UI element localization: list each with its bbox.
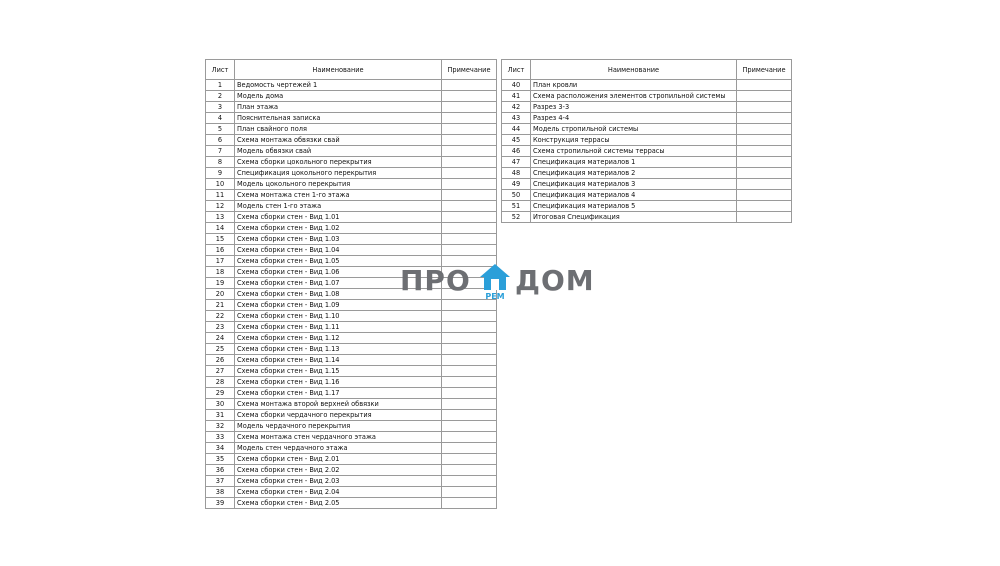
drawing-name-cell: Схема монтажа второй верхней обвязки	[235, 399, 442, 410]
drawing-name-cell: Схема сборки стен - Вид 1.08	[235, 289, 442, 300]
note-cell	[442, 80, 497, 91]
table-row	[206, 179, 497, 190]
sheet-number-cell: 13	[206, 212, 235, 223]
drawing-name-cell: Схема сборки стен - Вид 1.17	[235, 388, 442, 399]
note-cell	[442, 421, 497, 432]
note-cell	[442, 410, 497, 421]
table-row	[206, 135, 497, 146]
sheet-number-cell: 41	[502, 91, 531, 102]
table-row	[206, 355, 497, 366]
drawing-name-cell: Модель обвязки свай	[235, 146, 442, 157]
note-cell	[442, 487, 497, 498]
sheet-number-cell: 4	[206, 113, 235, 124]
drawing-name-cell: Разрез 3-3	[531, 102, 737, 113]
note-cell	[737, 157, 792, 168]
sheet-number-cell: 38	[206, 487, 235, 498]
sheet-number-cell: 19	[206, 278, 235, 289]
sheet-number-cell: 16	[206, 245, 235, 256]
sheet-number-cell: 15	[206, 234, 235, 245]
sheet-number-cell: 6	[206, 135, 235, 146]
note-cell	[442, 344, 497, 355]
note-cell	[442, 443, 497, 454]
sheet-number-cell: 42	[502, 102, 531, 113]
table-row	[502, 168, 792, 179]
table-row	[502, 102, 792, 113]
drawing-name-cell: Схема сборки стен - Вид 2.04	[235, 487, 442, 498]
sheet-number-cell: 30	[206, 399, 235, 410]
drawing-name-cell: Модель дома	[235, 91, 442, 102]
table-row	[502, 91, 792, 102]
drawing-name-cell: Спецификация материалов 1	[531, 157, 737, 168]
drawing-name-cell: Схема сборки стен - Вид 2.01	[235, 454, 442, 465]
drawing-name-cell: Схема сборки стен - Вид 1.16	[235, 377, 442, 388]
drawing-name-cell: Схема сборки стен - Вид 1.04	[235, 245, 442, 256]
table-row	[206, 113, 497, 124]
table-row	[206, 399, 497, 410]
table-row	[206, 421, 497, 432]
drawing-name-cell: Спецификация цокольного перекрытия	[235, 168, 442, 179]
sheet-number-cell: 7	[206, 146, 235, 157]
table-row	[206, 102, 497, 113]
note-cell	[442, 322, 497, 333]
note-cell	[442, 91, 497, 102]
table-row	[206, 124, 497, 135]
table-row	[206, 454, 497, 465]
drawing-name-cell: Схема сборки стен - Вид 1.05	[235, 256, 442, 267]
drawing-name-cell: Схема сборки стен - Вид 1.15	[235, 366, 442, 377]
table-row	[206, 201, 497, 212]
table-row	[206, 91, 497, 102]
table-row	[206, 487, 497, 498]
drawing-name-cell: Схема сборки стен - Вид 1.10	[235, 311, 442, 322]
sheet-number-cell: 37	[206, 476, 235, 487]
sheet-number-cell: 40	[502, 80, 531, 91]
drawing-name-cell: Схема сборки стен - Вид 1.12	[235, 333, 442, 344]
note-cell	[442, 399, 497, 410]
sheet-number-cell: 24	[206, 333, 235, 344]
table-row	[206, 366, 497, 377]
drawing-name-cell: Пояснительная записка	[235, 113, 442, 124]
sheet-number-cell: 46	[502, 146, 531, 157]
note-cell	[442, 124, 497, 135]
sheet-number-cell: 5	[206, 124, 235, 135]
drawings-list-table-right	[501, 59, 792, 223]
table-row	[206, 234, 497, 245]
header-sheet: Лист	[206, 60, 235, 80]
sheet-number-cell: 39	[206, 498, 235, 509]
table-row	[206, 498, 497, 509]
drawing-name-cell: Схема сборки стен - Вид 1.14	[235, 355, 442, 366]
note-cell	[737, 190, 792, 201]
sheet-number-cell: 50	[502, 190, 531, 201]
sheet-number-cell: 17	[206, 256, 235, 267]
drawing-name-cell: Схема сборки стен - Вид 1.13	[235, 344, 442, 355]
sheet-number-cell: 47	[502, 157, 531, 168]
sheet-number-cell: 34	[206, 443, 235, 454]
sheet-number-cell: 36	[206, 465, 235, 476]
table-row	[206, 377, 497, 388]
table-row	[502, 190, 792, 201]
note-cell	[442, 355, 497, 366]
sheet-number-cell: 31	[206, 410, 235, 421]
drawing-name-cell: Спецификация материалов 3	[531, 179, 737, 190]
note-cell	[442, 146, 497, 157]
table-row	[206, 333, 497, 344]
sheet-number-cell: 28	[206, 377, 235, 388]
drawing-name-cell: План кровли	[531, 80, 737, 91]
drawing-name-cell: Модель стен чердачного этажа	[235, 443, 442, 454]
sheet-number-cell: 12	[206, 201, 235, 212]
note-cell	[737, 146, 792, 157]
sheet-number-cell: 48	[502, 168, 531, 179]
note-cell	[442, 113, 497, 124]
drawing-name-cell: План этажа	[235, 102, 442, 113]
note-cell	[442, 333, 497, 344]
table-row	[502, 157, 792, 168]
sheet-number-cell: 18	[206, 267, 235, 278]
header-sheet: Лист	[502, 60, 531, 80]
drawing-name-cell: Схема сборки стен - Вид 1.01	[235, 212, 442, 223]
sheet-number-cell: 23	[206, 322, 235, 333]
drawing-name-cell: Спецификация материалов 2	[531, 168, 737, 179]
table-body-right	[502, 80, 792, 223]
header-name: Наименование	[531, 60, 737, 80]
house-icon	[479, 262, 511, 302]
sheet-number-cell: 9	[206, 168, 235, 179]
table-row	[206, 245, 497, 256]
table-header-row	[502, 60, 792, 80]
drawing-name-cell: Ведомость чертежей 1	[235, 80, 442, 91]
note-cell	[737, 91, 792, 102]
drawing-name-cell: Схема сборки стен - Вид 1.07	[235, 278, 442, 289]
note-cell	[442, 157, 497, 168]
drawing-name-cell: Схема монтажа обвязки свай	[235, 135, 442, 146]
drawing-name-cell: Схема сборки стен - Вид 1.11	[235, 322, 442, 333]
drawing-name-cell: Спецификация материалов 4	[531, 190, 737, 201]
drawing-name-cell: Схема сборки стен - Вид 1.03	[235, 234, 442, 245]
sheet-number-cell: 51	[502, 201, 531, 212]
drawing-name-cell: Модель стен 1-го этажа	[235, 201, 442, 212]
sheet-number-cell: 3	[206, 102, 235, 113]
drawing-name-cell: Схема сборки стен - Вид 1.02	[235, 223, 442, 234]
note-cell	[442, 190, 497, 201]
note-cell	[442, 454, 497, 465]
drawing-name-cell: Спецификация материалов 5	[531, 201, 737, 212]
note-cell	[442, 135, 497, 146]
table-row	[502, 80, 792, 91]
table-row	[206, 223, 497, 234]
note-cell	[737, 179, 792, 190]
table-header-row	[206, 60, 497, 80]
sheet-number-cell: 2	[206, 91, 235, 102]
drawing-name-cell: Схема сборки стен - Вид 2.03	[235, 476, 442, 487]
drawing-name-cell: Схема сборки чердачного перекрытия	[235, 410, 442, 421]
note-cell	[737, 113, 792, 124]
sheet-number-cell: 10	[206, 179, 235, 190]
drawing-name-cell: Схема монтажа стен чердачного этажа	[235, 432, 442, 443]
note-cell	[442, 311, 497, 322]
table-row	[206, 476, 497, 487]
sheet-number-cell: 14	[206, 223, 235, 234]
header-note: Примечание	[737, 60, 792, 80]
logo-word-dom: ДОМ	[515, 264, 595, 297]
table-row	[502, 124, 792, 135]
note-cell	[442, 223, 497, 234]
sheet-number-cell: 44	[502, 124, 531, 135]
note-cell	[442, 245, 497, 256]
sheet-number-cell: 35	[206, 454, 235, 465]
note-cell	[442, 212, 497, 223]
logo-house-label: РЕМ	[485, 292, 505, 301]
sheet-number-cell: 8	[206, 157, 235, 168]
sheet-number-cell: 52	[502, 212, 531, 223]
table-row	[206, 311, 497, 322]
table-row	[206, 344, 497, 355]
table-row	[206, 157, 497, 168]
note-cell	[442, 366, 497, 377]
sheet-number-cell: 26	[206, 355, 235, 366]
table-row	[206, 212, 497, 223]
table-row	[502, 135, 792, 146]
note-cell	[442, 476, 497, 487]
sheet-number-cell: 22	[206, 311, 235, 322]
note-cell	[442, 102, 497, 113]
table-row	[206, 388, 497, 399]
drawing-name-cell: Схема сборки стен - Вид 1.06	[235, 267, 442, 278]
drawing-name-cell: Итоговая Спецификация	[531, 212, 737, 223]
table-row	[206, 322, 497, 333]
logo-word-pro: ПРО	[400, 264, 471, 297]
header-note: Примечание	[442, 60, 497, 80]
table-row	[206, 168, 497, 179]
drawing-name-cell: Разрез 4-4	[531, 113, 737, 124]
drawing-name-cell: Схема монтажа стен 1-го этажа	[235, 190, 442, 201]
drawing-name-cell: Модель чердачного перекрытия	[235, 421, 442, 432]
table-row	[206, 432, 497, 443]
drawing-name-cell: Схема стропильной системы террасы	[531, 146, 737, 157]
note-cell	[737, 201, 792, 212]
table-row	[206, 443, 497, 454]
table-row	[206, 190, 497, 201]
watermark-logo	[400, 262, 600, 302]
drawing-name-cell: Конструкция террасы	[531, 135, 737, 146]
note-cell	[442, 388, 497, 399]
sheet-number-cell: 43	[502, 113, 531, 124]
drawing-name-cell: Схема сборки стен - Вид 2.02	[235, 465, 442, 476]
drawing-name-cell: Схема сборки цокольного перекрытия	[235, 157, 442, 168]
note-cell	[737, 80, 792, 91]
sheet-number-cell: 1	[206, 80, 235, 91]
sheet-number-cell: 21	[206, 300, 235, 311]
sheet-number-cell: 11	[206, 190, 235, 201]
table-row	[502, 179, 792, 190]
note-cell	[442, 234, 497, 245]
table-row	[502, 212, 792, 223]
note-cell	[442, 432, 497, 443]
note-cell	[737, 212, 792, 223]
table-row	[206, 465, 497, 476]
header-name: Наименование	[235, 60, 442, 80]
note-cell	[737, 135, 792, 146]
sheet-number-cell: 20	[206, 289, 235, 300]
note-cell	[442, 179, 497, 190]
table-row	[502, 201, 792, 212]
note-cell	[442, 201, 497, 212]
note-cell	[737, 102, 792, 113]
drawing-name-cell: Схема сборки стен - Вид 2.05	[235, 498, 442, 509]
sheet-number-cell: 49	[502, 179, 531, 190]
table-row	[206, 146, 497, 157]
table-row	[502, 113, 792, 124]
table-row	[502, 146, 792, 157]
sheet-number-cell: 32	[206, 421, 235, 432]
drawing-name-cell: План свайного поля	[235, 124, 442, 135]
note-cell	[442, 498, 497, 509]
drawing-name-cell: Схема расположения элементов стропильной системы	[531, 91, 737, 102]
note-cell	[737, 124, 792, 135]
drawing-name-cell: Модель цокольного перекрытия	[235, 179, 442, 190]
table-row	[206, 80, 497, 91]
sheet-number-cell: 29	[206, 388, 235, 399]
sheet-number-cell: 25	[206, 344, 235, 355]
sheet-number-cell: 27	[206, 366, 235, 377]
sheet-number-cell: 45	[502, 135, 531, 146]
drawing-name-cell: Модель стропильной системы	[531, 124, 737, 135]
note-cell	[737, 168, 792, 179]
note-cell	[442, 168, 497, 179]
note-cell	[442, 465, 497, 476]
note-cell	[442, 377, 497, 388]
drawing-name-cell: Схема сборки стен - Вид 1.09	[235, 300, 442, 311]
table-row	[206, 410, 497, 421]
sheet-number-cell: 33	[206, 432, 235, 443]
